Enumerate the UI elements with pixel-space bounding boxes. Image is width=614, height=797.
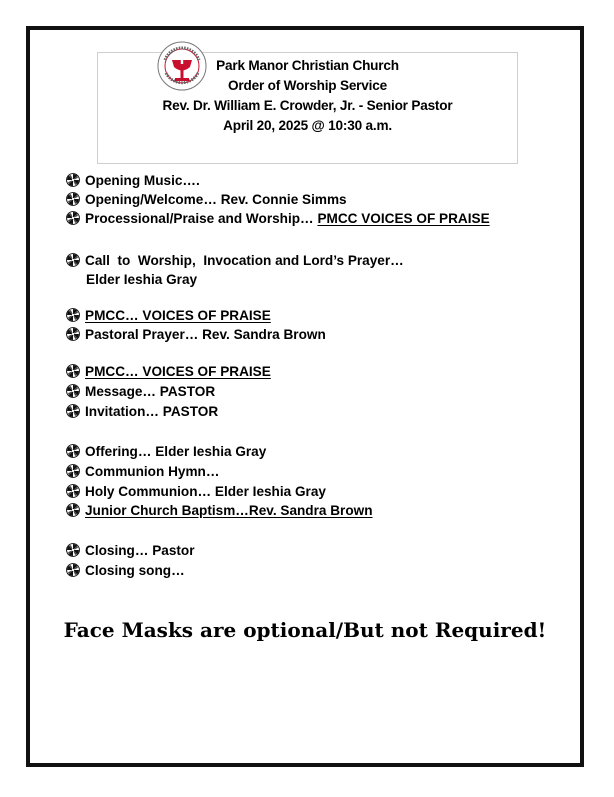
list-item-offering: Offering… Elder Ieshia Gray	[66, 442, 266, 460]
pinwheel-bullet-icon	[66, 543, 80, 557]
list-item-pmcc-praise-1: PMCC… VOICES OF PRAISE	[66, 306, 271, 324]
list-item-junior-church: Junior Church Baptism…Rev. Sandra Brown	[66, 501, 373, 519]
pastor-line: Rev. Dr. William E. Crowder, Jr. - Senior Pastor	[162, 98, 453, 113]
list-item-communion-hymn: Communion Hymn…	[66, 462, 219, 480]
pinwheel-bullet-icon	[66, 464, 80, 478]
pinwheel-bullet-icon	[66, 364, 80, 378]
list-item-opening-welcome: Opening/Welcome… Rev. Connie Simms	[66, 190, 347, 208]
pinwheel-bullet-icon	[66, 327, 80, 341]
list-item-opening-music: Opening Music….	[66, 171, 200, 189]
list-item-closing-song: Closing song…	[66, 561, 185, 579]
service-title: Order of Worship Service	[228, 78, 387, 93]
processional-link: PMCC VOICES OF PRAISE	[317, 210, 490, 226]
pinwheel-bullet-icon	[66, 503, 80, 517]
pinwheel-bullet-icon	[66, 563, 80, 577]
list-item-message: Message… PASTOR	[66, 382, 215, 400]
list-item-call-to-worship: Call to Worship, Invocation and Lord’s Prayer…	[66, 251, 404, 269]
pinwheel-bullet-icon	[66, 308, 80, 322]
pinwheel-bullet-icon	[66, 253, 80, 267]
list-item-holy-communion: Holy Communion… Elder Ieshia Gray	[66, 482, 326, 500]
call-to-worship-leader: Elder Ieshia Gray	[86, 271, 198, 287]
pinwheel-bullet-icon	[66, 173, 80, 187]
pinwheel-bullet-icon	[66, 192, 80, 206]
pinwheel-bullet-icon	[66, 484, 80, 498]
pinwheel-bullet-icon	[66, 384, 80, 398]
list-item-processional: Processional/Praise and Worship… PMCC VOICES OF PRAISE	[66, 209, 490, 227]
list-item-pmcc-praise-2: PMCC… VOICES OF PRAISE	[66, 362, 271, 380]
list-item-pastoral-prayer: Pastoral Prayer… Rev. Sandra Brown	[66, 325, 326, 343]
list-item-closing: Closing… Pastor	[66, 541, 195, 559]
list-item-invitation: Invitation… PASTOR	[66, 402, 218, 420]
pinwheel-bullet-icon	[66, 444, 80, 458]
pinwheel-bullet-icon	[66, 404, 80, 418]
pinwheel-bullet-icon	[66, 211, 80, 225]
face-mask-note: Face Masks are optional/But not Required!	[63, 618, 547, 642]
church-name: Park Manor Christian Church	[216, 58, 399, 73]
date-line: April 20, 2025 @ 10:30 a.m.	[223, 118, 392, 133]
